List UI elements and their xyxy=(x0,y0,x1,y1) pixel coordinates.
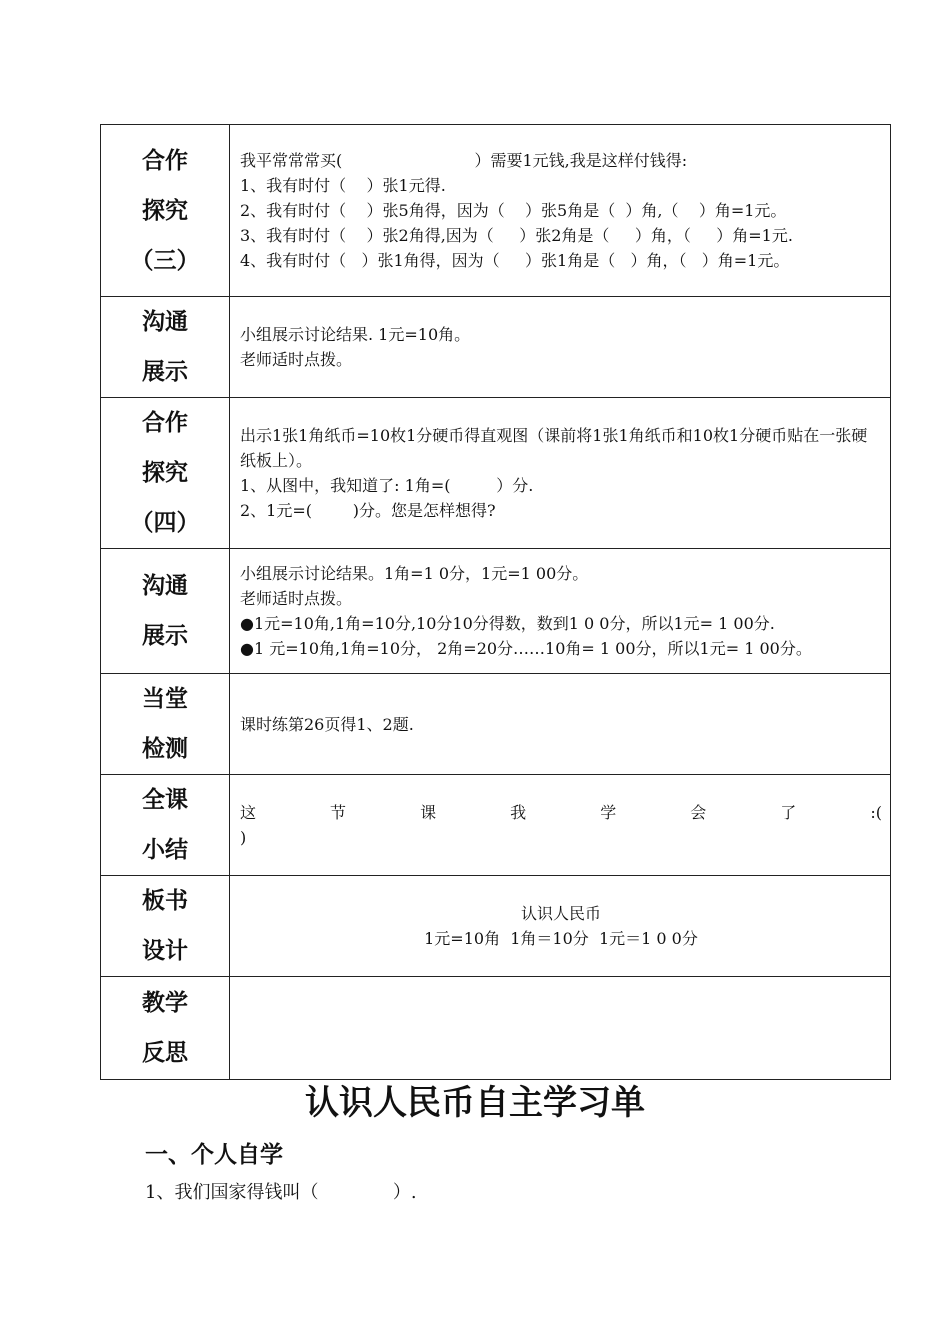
row-label xyxy=(101,297,230,398)
content-line: 我平常常常买( ）需要1元钱,我是这样付钱得: xyxy=(240,151,688,170)
row-label-line: （三） xyxy=(130,247,200,274)
row-label-line: 合作 xyxy=(142,410,188,436)
row-label-line: 全课 xyxy=(142,787,188,813)
board-design xyxy=(230,876,891,977)
content-line: 1、从图中，我知道了: 1角=( ）分. xyxy=(240,476,534,495)
row-label-line: 展示 xyxy=(142,623,188,649)
row-label xyxy=(101,125,230,297)
table-row xyxy=(101,549,891,674)
row-content xyxy=(230,297,891,398)
summary-char: 了 xyxy=(780,803,797,822)
content-line: 3、我有时付（ ）张2角得,因为（ ）张2角是（ ）角，（ ）角=1元. xyxy=(240,226,793,245)
row-label-line: 探究 xyxy=(142,197,188,224)
summary-char: 课 xyxy=(420,803,437,822)
row-label-line: 沟通 xyxy=(142,309,188,335)
summary-char: 这 xyxy=(240,803,257,822)
row-label-line: 沟通 xyxy=(142,573,188,599)
board-title: 认识人民币 xyxy=(520,904,601,923)
row-label-line: 小结 xyxy=(142,837,188,863)
row-label xyxy=(101,674,230,775)
table-row xyxy=(101,297,891,398)
content-line: 出示1张1角纸币=10枚1分硬币得直观图（课前将1张1角纸币和10枚1分硬币贴在一张硬纸板上）。 xyxy=(240,426,868,470)
row-label-line: 反思 xyxy=(142,1040,188,1066)
table-row xyxy=(101,398,891,549)
content-line: 课时练第26页得1、2题. xyxy=(240,714,414,734)
row-label xyxy=(101,775,230,876)
content-line: ●1元=10角,1角=10分,10分10分得数，数到1 0 0分，所以1元= 1 00分. xyxy=(240,614,775,633)
summary-prompt xyxy=(240,800,882,825)
summary-char: 会 xyxy=(690,803,707,822)
row-content xyxy=(230,775,891,876)
row-label-line: 检测 xyxy=(142,736,188,762)
reflection-cell xyxy=(230,977,891,1080)
row-label-line: 展示 xyxy=(142,359,188,385)
row-content xyxy=(230,398,891,549)
content-line: 老师适时点拨。 xyxy=(240,589,353,608)
summary-char: :( xyxy=(870,803,882,822)
row-label-line: 板书 xyxy=(142,888,188,914)
row-label-line: 设计 xyxy=(142,938,188,964)
summary-char: 节 xyxy=(330,803,347,822)
sheet-title: 认识人民币自主学习单 xyxy=(305,1083,645,1123)
row-label xyxy=(101,977,230,1080)
row-content xyxy=(230,549,891,674)
row-label-line: （四） xyxy=(130,510,200,536)
row-label-line: 当堂 xyxy=(142,686,188,712)
row-label-line: 探究 xyxy=(142,460,188,486)
content-line: 1、我有时付（ ）张1元得. xyxy=(240,176,446,195)
content-line: ) xyxy=(240,828,247,847)
content-line: 小组展示讨论结果. 1元=10角。 xyxy=(240,325,471,344)
table-row xyxy=(101,125,891,297)
content-line: 2、我有时付（ ）张5角得，因为（ ）张5角是（ ）角,（ ）角=1元。 xyxy=(240,201,787,220)
table-row xyxy=(101,674,891,775)
summary-char: 学 xyxy=(600,803,617,822)
content-line: 2、1元=( )分。您是怎样想得? xyxy=(240,501,496,520)
table-row xyxy=(101,775,891,876)
row-label xyxy=(101,549,230,674)
row-label-line: 教学 xyxy=(142,990,188,1016)
row-content xyxy=(230,125,891,297)
table-row xyxy=(101,977,891,1080)
lesson-plan-table xyxy=(100,124,891,1080)
content-line: ●1 元=10角,1角=10分， 2角=20分……10角= 1 00分，所以1元= 1 00分。 xyxy=(240,639,812,658)
row-content xyxy=(230,674,891,775)
section-heading: 一、个人自学 xyxy=(145,1142,283,1168)
board-formula: 1元=10角 1角＝10分 1元＝1 0 0分 xyxy=(424,929,698,948)
row-label xyxy=(101,876,230,977)
question-line: 1、我们国家得钱叫（ ）. xyxy=(145,1182,417,1203)
content-line: 老师适时点拨。 xyxy=(240,350,353,369)
summary-char: 我 xyxy=(510,803,527,822)
row-label-line: 合作 xyxy=(142,147,188,174)
table-row xyxy=(101,876,891,977)
content-line: 小组展示讨论结果。1角=1 0分，1元=1 00分。 xyxy=(240,564,589,583)
content-line: 4、我有时付（ ）张1角得，因为（ ）张1角是（ ）角，（ ）角=1元。 xyxy=(240,251,790,270)
row-label xyxy=(101,398,230,549)
